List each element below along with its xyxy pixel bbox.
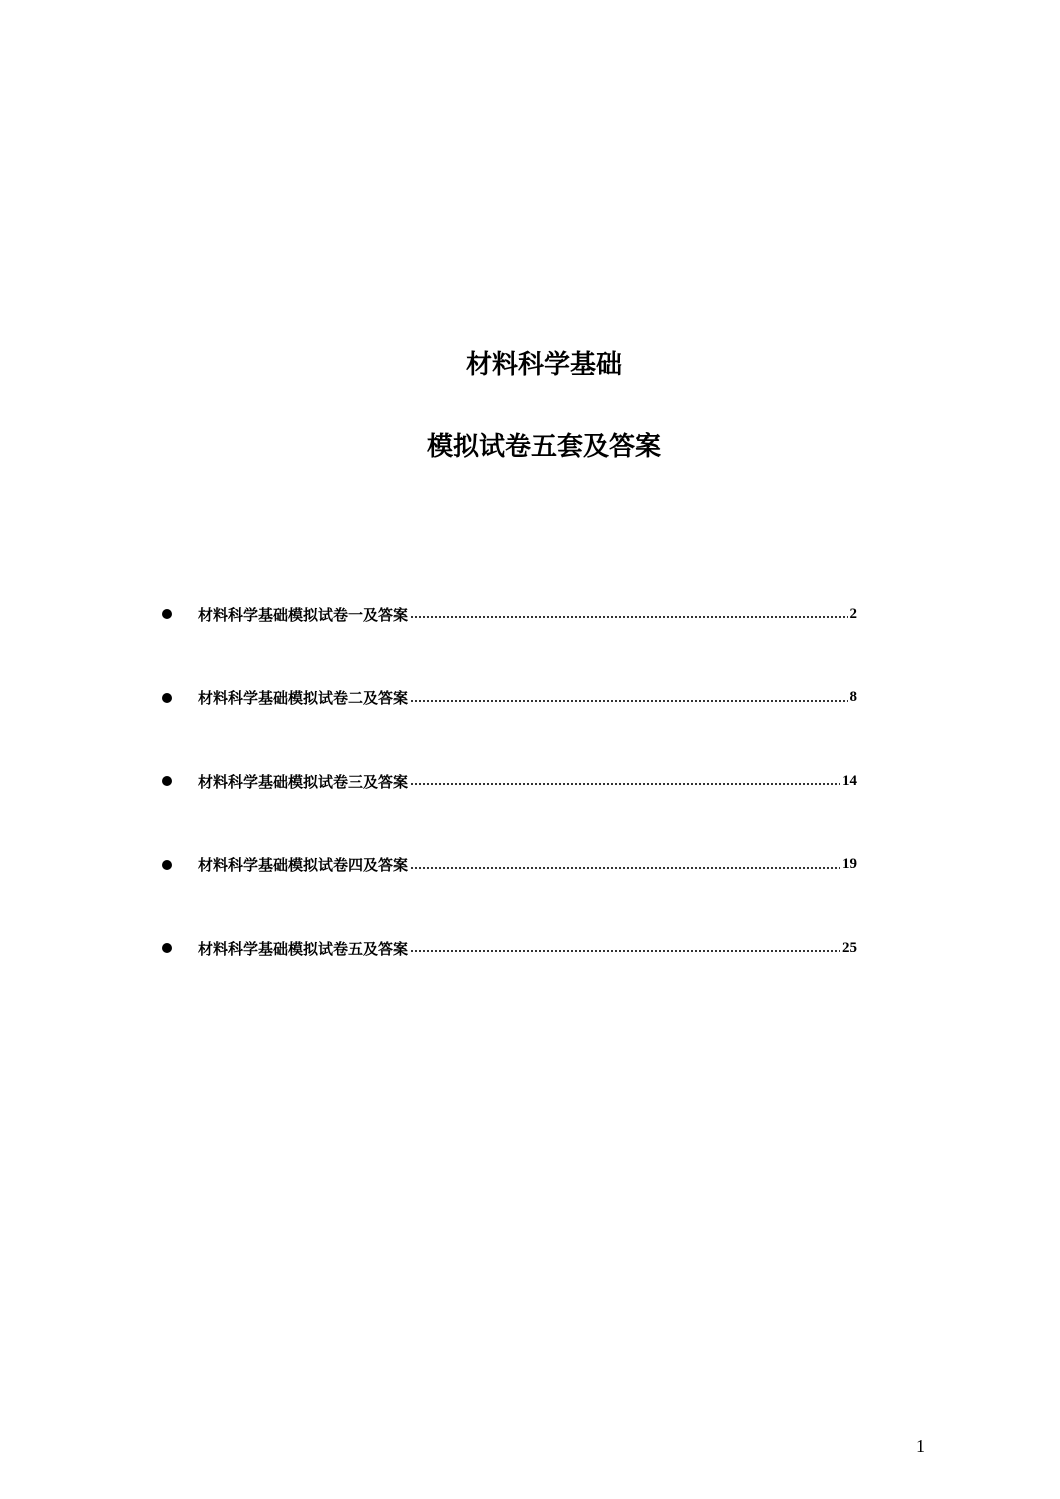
toc-item-page: 25 [842,939,857,956]
bullet-icon [162,860,172,870]
toc-leader-dots [410,616,847,618]
toc-item-page: 14 [842,772,857,789]
bullet-icon [162,693,172,703]
page-number: 1 [916,1436,925,1456]
table-of-contents [157,596,857,1014]
toc-item[interactable] [157,763,857,799]
toc-item-page: 19 [842,856,857,872]
toc-leader-dots [410,950,840,952]
toc-item[interactable] [157,847,857,883]
toc-item-page: 2 [849,605,857,622]
toc-item-label: 材料科学基础模拟试卷三及答案 [198,772,409,791]
toc-leader-dots [410,867,840,869]
toc-item-label: 材料科学基础模拟试卷二及答案 [198,689,409,707]
toc-item-label: 材料科学基础模拟试卷四及答案 [198,856,409,874]
toc-item[interactable] [157,680,857,716]
document-title: 材料科学基础 [465,350,622,380]
toc-leader-dots [410,783,840,785]
toc-item[interactable] [157,596,857,632]
bullet-icon [162,943,172,953]
toc-item-label: 材料科学基础模拟试卷一及答案 [198,605,409,624]
toc-item[interactable] [157,930,857,966]
document-subtitle: 模拟试卷五套及答案 [426,432,661,462]
bullet-icon [162,776,172,786]
toc-leader-dots [410,700,847,702]
toc-item-page: 8 [849,689,857,705]
toc-item-label: 材料科学基础模拟试卷五及答案 [198,939,409,958]
bullet-icon [162,609,172,619]
